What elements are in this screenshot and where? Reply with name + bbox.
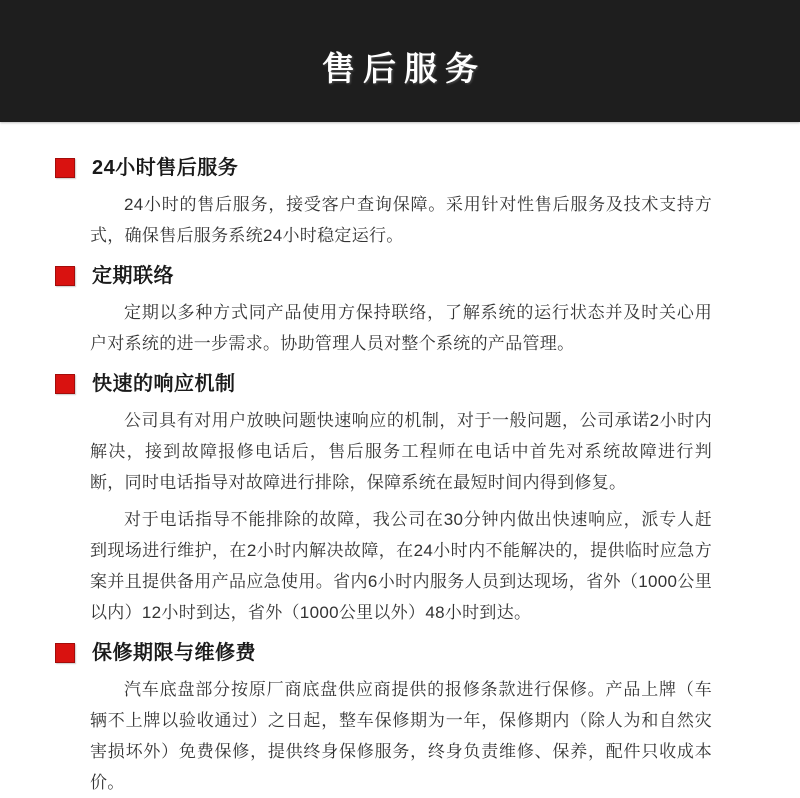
section-regular-contact	[55, 264, 712, 359]
section-heading: 定期联络	[92, 265, 174, 287]
section-body	[90, 189, 712, 251]
section-heading-row	[55, 264, 712, 288]
page-header	[0, 0, 800, 122]
section-body	[90, 674, 712, 798]
section-paragraph: 汽车底盘部分按原厂商底盘供应商提供的报修条款进行保修。产品上牌（车辆不上牌以验收通过）之日起，整车保修期为一年，保修期内（除人为和自然灾害损坏外）免费保修，提供终身保修服务，终身负责维修、保养，配件只收成本价。	[90, 680, 712, 792]
section-heading-row	[55, 372, 712, 396]
section-body	[90, 405, 712, 628]
section-heading: 24小时售后服务	[92, 157, 239, 179]
section-heading-row	[55, 156, 712, 180]
red-square-bullet-icon	[55, 158, 75, 178]
section-heading: 快速的响应机制	[92, 373, 236, 395]
red-square-bullet-icon	[55, 643, 75, 663]
section-paragraph: 24小时的售后服务，接受客户查询保障。采用针对性售后服务及技术支持方式，确保售后服务系统24小时稳定运行。	[90, 195, 712, 245]
section-body	[90, 297, 712, 359]
red-square-bullet-icon	[55, 374, 75, 394]
section-paragraph: 公司具有对用户放映问题快速响应的机制，对于一般问题，公司承诺2小时内解决，接到故障报修电话后，售后服务工程师在电话中首先对系统故障进行判断，同时电话指导对故障进行排除，保障系统在最短时间内得到修复。	[90, 411, 712, 492]
page-title: 售后服务	[322, 50, 486, 87]
section-warranty	[55, 641, 712, 798]
section-heading-row	[55, 641, 712, 665]
section-paragraph: 定期以多种方式同产品使用方保持联络，了解系统的运行状态并及时关心用户对系统的进一步需求。协助管理人员对整个系统的产品管理。	[90, 303, 712, 353]
section-24h-service	[55, 156, 712, 251]
red-square-bullet-icon	[55, 266, 75, 286]
page-content	[0, 122, 800, 798]
section-heading: 保修期限与维修费	[92, 642, 256, 664]
section-paragraph: 对于电话指导不能排除的故障，我公司在30分钟内做出快速响应，派专人赶到现场进行维护，在2小时内解决故障，在24小时内不能解决的，提供临时应急方案并且提供备用产品应急使用。省内6小时内服务人员到达现场，省外（1000公里以内）12小时到达，省外（1000公里以外）48小时到达。	[90, 510, 712, 622]
section-rapid-response	[55, 372, 712, 628]
